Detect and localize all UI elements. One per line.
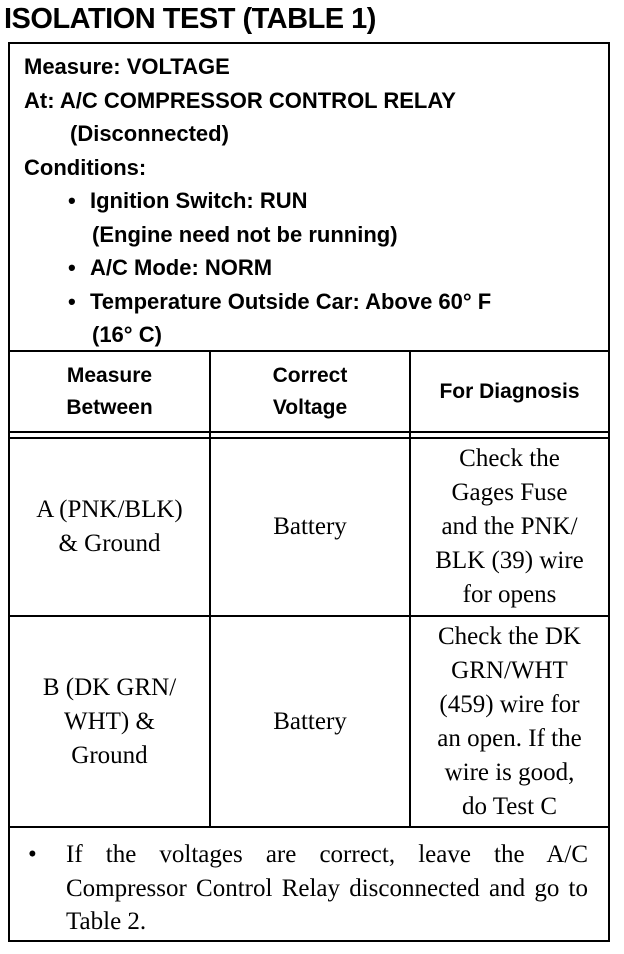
- column-header-correct-voltage: Correct Voltage: [272, 363, 348, 419]
- condition-item-continuation: (16° C): [92, 322, 162, 347]
- at-line: At: A/C COMPRESSOR CONTROL RELAY: [24, 87, 456, 113]
- condition-item: • Temperature Outside Car: Above 60° F: [24, 285, 608, 319]
- conditions-label: Conditions:: [24, 154, 147, 180]
- table-row-a-voltage: Battery: [273, 513, 347, 540]
- divider: [10, 431, 608, 433]
- test-conditions-block: [10, 44, 608, 352]
- condition-item-continuation: (Engine need not be running): [92, 221, 398, 247]
- isolation-test-table: [8, 42, 610, 942]
- bullet-icon: •: [68, 255, 76, 280]
- page-title: ISOLATION TEST (TABLE 1): [4, 3, 376, 35]
- bullet-icon: •: [68, 288, 76, 314]
- measure-line: Measure: VOLTAGE: [24, 54, 230, 79]
- footer-note: [10, 828, 608, 940]
- table-row-a-measure: A (PNK/BLK) & Ground: [36, 496, 183, 557]
- condition-item: • A/C Mode: NORM: [24, 251, 608, 285]
- footer-note-text: If the voltages are correct, leave the A/C Compressor Control Relay disconnected and go to Table 2.: [66, 841, 588, 935]
- column-header-measure-between: Measure Between: [66, 363, 153, 419]
- bullet-icon: •: [28, 841, 37, 868]
- table-row-b-diagnosis: Check the DK GRN/WHT (459) wire for an open. If the wire is good, do Test C: [437, 622, 582, 820]
- table-row-b-measure: B (DK GRN/ WHT) & Ground: [42, 673, 177, 769]
- condition-item: • Ignition Switch: RUN: [24, 184, 608, 218]
- at-note: (Disconnected): [70, 121, 229, 146]
- table-row-b-voltage: Battery: [273, 707, 347, 735]
- column-header-for-diagnosis: For Diagnosis: [439, 379, 580, 403]
- table-row-a-diagnosis: Check the Gages Fuse and the PNK/ BLK (39) wire for opens: [435, 445, 584, 608]
- bullet-icon: •: [68, 188, 76, 213]
